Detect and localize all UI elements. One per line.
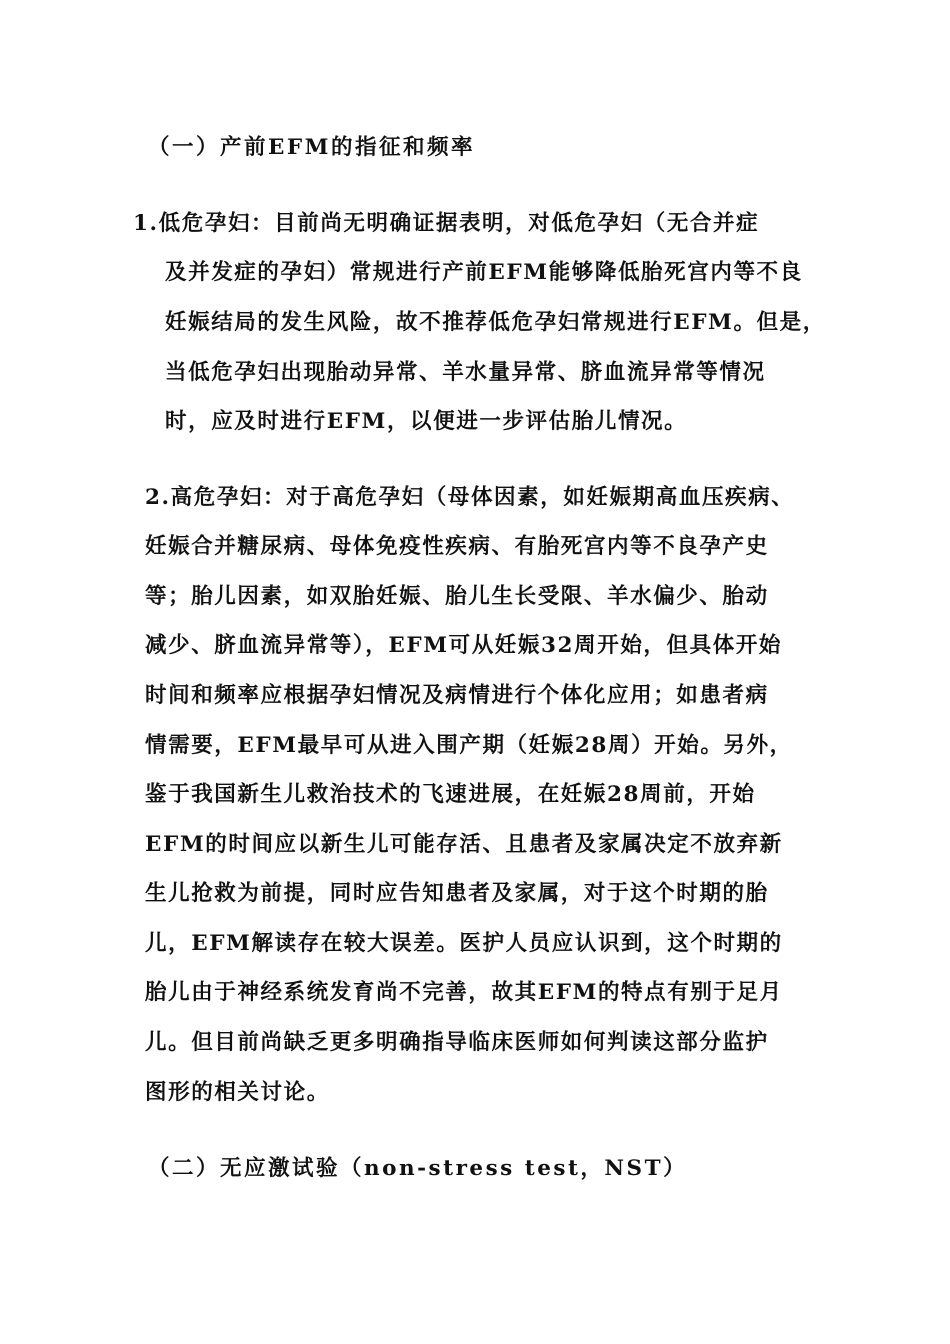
item1-line: 妊娠结局的发生风险，故不推荐低危孕妇常规进行EFM。但是， xyxy=(165,310,826,335)
item2-line: 儿。但目前尚缺乏更多明确指导临床医师如何判读这部分监护 xyxy=(145,1030,769,1055)
item1-line: 1.低危孕妇：目前尚无明确证据表明，对低危孕妇（无合并症 xyxy=(133,211,760,236)
item2-line: 鉴于我国新生儿救治技术的飞速进展，在妊娠28周前，开始 xyxy=(145,782,756,807)
item2-line: 妊娠合并糖尿病、母体免疫性疾病、有胎死宫内等不良孕产史 xyxy=(145,534,769,559)
item2-line: 生儿抢救为前提，同时应告知患者及家属，对于这个时期的胎 xyxy=(145,881,769,906)
section-heading-2: （二）无应激试验（non-stress test，NST） xyxy=(148,1156,688,1181)
item2-line: 减少、脐血流异常等），EFM可从妊娠32周开始，但具体开始 xyxy=(145,633,783,658)
item2-line: EFM的时间应以新生儿可能存活、且患者及家属决定不放弃新 xyxy=(145,832,783,857)
item2-line: 2.高危孕妇：对于高危孕妇（母体因素，如妊娠期高血压疾病、 xyxy=(145,485,795,510)
item2-line: 胎儿由于神经系统发育尚不完善，故其EFM的特点有别于足月 xyxy=(145,980,783,1005)
item1-line: 当低危孕妇出现胎动异常、羊水量异常、脐血流异常等情况 xyxy=(165,360,766,385)
item2-line: 等；胎儿因素，如双胎妊娠、胎儿生长受限、羊水偏少、胎动 xyxy=(145,584,769,609)
item2-line: 时间和频率应根据孕妇情况及病情进行个体化应用；如患者病 xyxy=(145,683,769,708)
section-heading-1: （一）产前EFM的指征和频率 xyxy=(148,135,475,160)
item1-line: 时，应及时进行EFM，以便进一步评估胎儿情况。 xyxy=(165,409,688,434)
item2-line: 儿，EFM解读存在较大误差。医护人员应认识到，这个时期的 xyxy=(145,931,783,956)
item2-line: 图形的相关讨论。 xyxy=(145,1080,330,1105)
item2-line: 情需要，EFM最早可从进入围产期（妊娠28周）开始。另外， xyxy=(145,733,793,758)
item1-line: 及并发症的孕妇）常规进行产前EFM能够降低胎死宫内等不良 xyxy=(165,260,803,285)
